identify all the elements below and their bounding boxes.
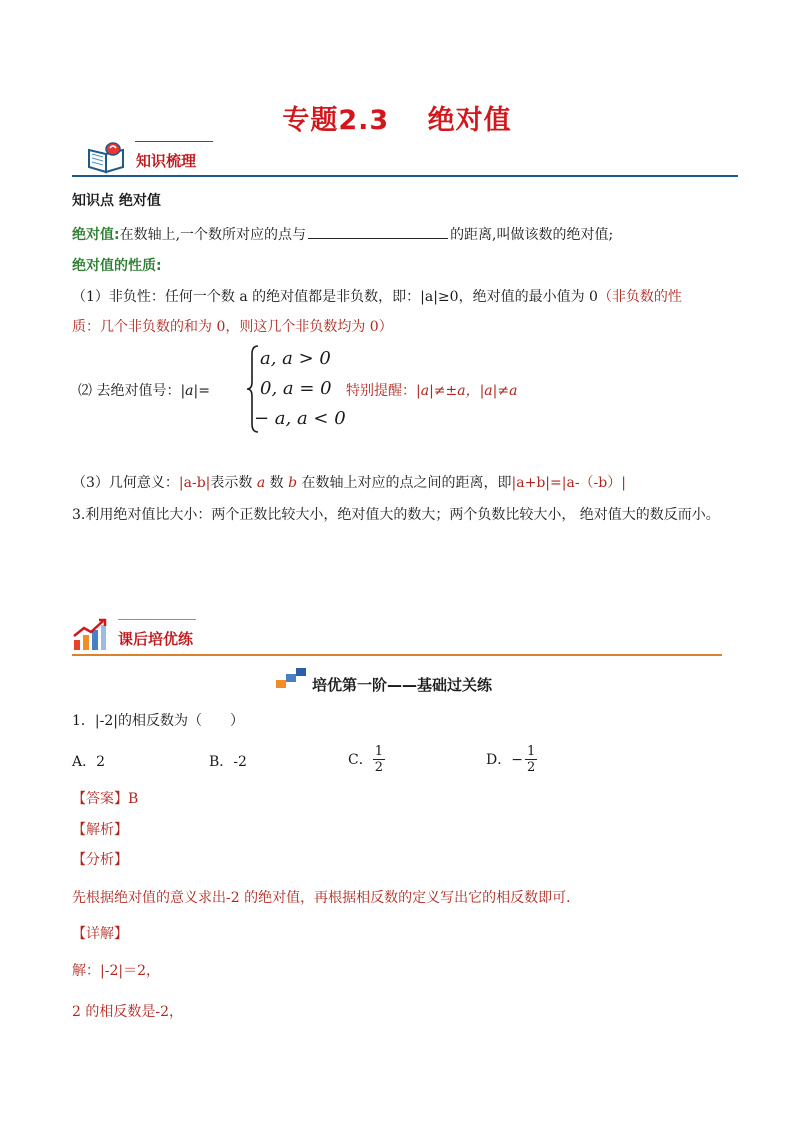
property-1-note-a: （非负数的性: [597, 289, 682, 305]
option-d-sign: −: [511, 751, 523, 768]
property-1-line-1: [72, 287, 682, 307]
property-3-line: [72, 473, 626, 493]
property-2-label: [78, 381, 210, 401]
special-reminder: [346, 381, 517, 401]
solution-line-1: 解：|-2|＝2，: [72, 963, 160, 979]
property-3-text-2: 数: [269, 475, 284, 491]
case-2: 0, a = 0: [260, 378, 332, 399]
property-1-text: （1）非负性：任何一个数 a 的绝对值都是非负数，即：|a|≥0，绝对值的最小值为 0: [72, 289, 598, 305]
special-reminder-text: |a|≠±a，|a|≠a: [416, 383, 518, 399]
question-stem: 1．|-2|的相反数为（ ）: [72, 713, 244, 729]
definition-text-2: 的距离,叫做该数的绝对值;: [450, 227, 614, 243]
detail-label: 【详解】: [72, 926, 128, 942]
property-3-text-3: 在数轴上对应的点之间的距离，即: [301, 475, 512, 491]
option-b-letter: B．: [209, 754, 234, 770]
section1-top-rule: [135, 141, 213, 142]
property-3-expr-2: |a+b|=|a-（-b）|: [511, 475, 626, 491]
option-d: [486, 744, 537, 775]
answer: 【答案】B: [72, 791, 139, 807]
definition-term: 绝对值:: [72, 227, 120, 243]
knowledge-heading: 知识点 绝对值: [72, 193, 161, 209]
option-c-denominator: 2: [374, 760, 383, 775]
property-3-var-b: b: [288, 475, 298, 491]
option-d-numerator: 1: [526, 744, 536, 759]
section2-label: 课后培优练: [118, 630, 194, 648]
definition-blank: [308, 224, 448, 239]
fenxi-text: 先根据绝对值的意义求出-2 的绝对值，再根据相反数的定义写出它的相反数即可．: [72, 890, 581, 906]
property-3-var-a: a: [256, 475, 266, 491]
option-d-fraction: [525, 744, 537, 775]
option-b: [209, 752, 247, 772]
property-3-expr-1: |a-b|: [178, 475, 211, 491]
property-2-prefix: ⑵ 去绝对值号：|: [78, 383, 186, 399]
stairs-icon: [274, 666, 308, 690]
special-reminder-label: 特别提醒：: [346, 383, 416, 399]
level-title: 培优第一阶——基础过关练: [312, 676, 493, 694]
option-c-numerator: 1: [374, 744, 383, 759]
option-d-denominator: 2: [526, 760, 536, 775]
property-3-label: （3）几何意义：: [72, 475, 179, 491]
property-3-text-1: 表示数: [210, 475, 253, 491]
fenxi-label: 【分析】: [72, 852, 128, 868]
option-c-fraction: [373, 744, 385, 775]
case-3: − a, a < 0: [254, 408, 346, 429]
property-2-eq: |=: [193, 383, 210, 399]
section1-label: 知识梳理: [136, 152, 197, 170]
option-a-letter: A．: [72, 754, 97, 770]
property-1-note-b: 质：几个非负数的和为 0，则这几个非负数均为 0）: [72, 319, 393, 335]
properties-heading: 绝对值的性质:: [72, 258, 162, 274]
property-4-line: 3.利用绝对值比大小：两个正数比较大小，绝对值大的数大；两个负数比较大小， 绝对值大的数反而小。: [72, 507, 720, 523]
option-a-value: 2: [96, 754, 106, 770]
option-c: [348, 744, 385, 775]
definition-line: [72, 224, 613, 245]
solution-line-2: 2 的相反数是-2，: [72, 1004, 183, 1020]
option-a: [72, 752, 105, 772]
option-c-letter: C．: [348, 751, 373, 768]
page-title: 专题2.3 绝对值: [282, 105, 512, 136]
definition-text-1: 在数轴上,一个数所对应的点与: [119, 227, 307, 243]
option-b-value: -2: [233, 754, 247, 770]
property-2-var: a: [185, 383, 194, 399]
section2-top-rule: [118, 619, 196, 620]
option-d-letter: D．: [486, 751, 512, 768]
section2-rule: [72, 654, 722, 656]
book-icon: [86, 140, 128, 174]
analysis-label: 【解析】: [72, 822, 128, 838]
section1-rule: [72, 175, 738, 177]
growth-chart-icon: [72, 618, 108, 652]
case-1: a, a > 0: [260, 348, 331, 369]
